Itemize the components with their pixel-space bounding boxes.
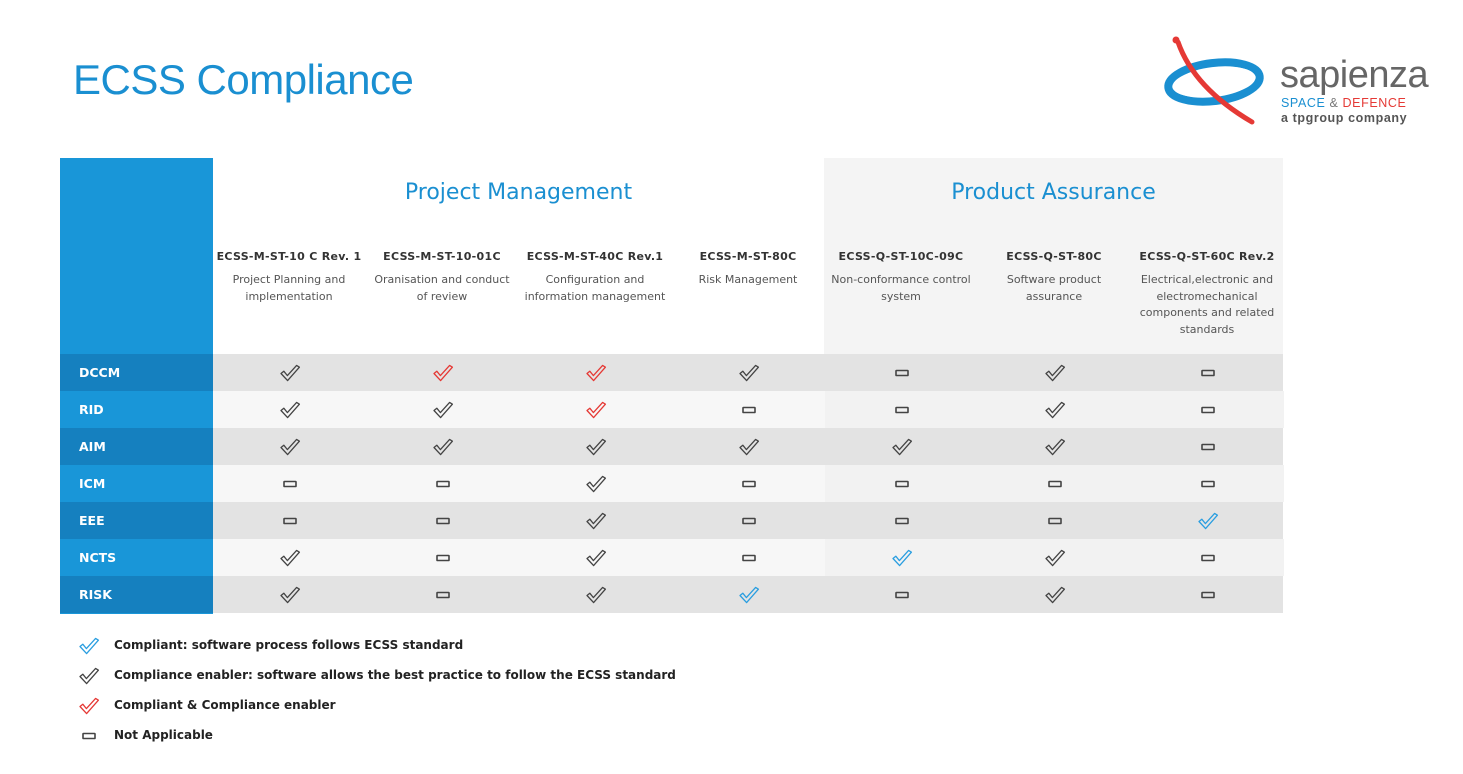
not-applicable-dash-icon [1131,354,1284,391]
both-check-icon [366,354,519,391]
column-code: ECSS-M-ST-40C Rev.1 [526,250,664,263]
not-applicable-dash-icon [213,465,366,502]
not-applicable-dash-icon [672,539,825,576]
legend-item [78,724,778,748]
enabler-check-icon [213,576,366,613]
enabler-check-icon [213,354,366,391]
legend-text: Compliance enabler: software allows the best practice to follow the ECSS standard [114,668,676,682]
group-title-project-management: Project Management [404,180,633,205]
not-applicable-dash-icon [366,576,519,613]
enabler-check-icon [213,391,366,428]
both-check-icon [519,391,672,428]
enabler-check-icon [519,428,672,465]
enabler-check-icon [519,539,672,576]
legend-item [78,694,778,718]
enabler-check-icon [366,391,519,428]
column-header [519,250,671,305]
enabler-check-icon [366,428,519,465]
table-row [60,428,1283,465]
orbit-logo-icon [1160,36,1284,128]
not-applicable-dash-icon [978,465,1131,502]
column-code: ECSS-Q-ST-80C [1006,250,1102,263]
row-label: ICM [79,476,106,491]
enabler-check-icon [978,576,1131,613]
table-row [60,576,1283,613]
row-label: NCTS [79,550,117,565]
not-applicable-dash-icon [366,465,519,502]
not-applicable-dash-icon [672,465,825,502]
enabler-check-icon [825,428,978,465]
both-check-icon [519,354,672,391]
enabler-check-icon [978,428,1131,465]
column-code: ECSS-Q-ST-60C Rev.2 [1139,250,1275,263]
enabler-check-icon [978,539,1131,576]
not-applicable-dash-icon [825,576,978,613]
compliant-check-icon [672,576,825,613]
not-applicable-dash-icon [366,539,519,576]
enabler-check-icon [672,428,825,465]
enabler-check-icon [78,664,100,688]
not-applicable-dash-icon [366,502,519,539]
column-description: Oranisation and conduct of review [374,273,510,303]
column-description: Non-conformance control system [831,273,971,303]
column-description: Software product assurance [1006,273,1102,303]
column-header [672,250,824,289]
not-applicable-dash-icon [1131,576,1284,613]
row-label: AIM [60,428,213,465]
not-applicable-dash-icon [1131,465,1284,502]
not-applicable-dash-icon [825,502,978,539]
not-applicable-dash-icon [1131,428,1284,465]
logo-tagline: a tpgroup company [1281,111,1408,125]
enabler-check-icon [213,539,366,576]
not-applicable-dash-icon [213,502,366,539]
legend-item [78,634,778,658]
both-check-icon [78,694,100,718]
column-header [825,250,977,305]
table-row [60,391,1283,428]
not-applicable-dash-icon [672,391,825,428]
column-description: Risk Management [698,273,798,286]
not-applicable-dash-icon [1131,391,1284,428]
not-applicable-dash-icon [825,354,978,391]
enabler-check-icon [978,391,1131,428]
legend-text: Compliant: software process follows ECSS standard [114,638,464,652]
enabler-check-icon [519,502,672,539]
row-label: RISK [60,576,213,613]
table-row [60,539,1283,576]
table-row [60,465,1283,502]
column-description: Project Planning and implementation [232,273,346,303]
compliant-check-icon [78,634,100,658]
column-code: ECSS-M-ST-80C [699,250,797,263]
enabler-check-icon [213,428,366,465]
enabler-check-icon [978,354,1131,391]
enabler-check-icon [519,465,672,502]
column-description: Electrical,electronic and electromechanical components and related standards [1139,273,1275,336]
group-title-product-assurance: Product Assurance [951,180,1156,205]
table-row [60,502,1283,539]
legend-text: Not Applicable [114,728,213,742]
enabler-check-icon [519,576,672,613]
row-label: RID [79,402,104,417]
company-logo [1160,36,1429,128]
legend-text: Compliant & Compliance enabler [114,698,336,712]
logo-division: SPACE & DEFENCE [1281,96,1407,110]
column-header [978,250,1130,305]
compliant-check-icon [1131,502,1284,539]
page-title: ECSS Compliance [73,56,414,103]
logo-name: sapienza [1280,54,1429,96]
not-applicable-dash-icon [978,502,1131,539]
compliant-check-icon [825,539,978,576]
column-code: ECSS-M-ST-10 C Rev. 1 [216,250,362,263]
column-code: ECSS-M-ST-10-01C [383,250,501,263]
row-label: DCCM [60,354,213,391]
column-header [366,250,518,305]
enabler-check-icon [672,354,825,391]
column-header [213,250,365,305]
legend-item [78,664,778,688]
not-applicable-dash-icon [825,391,978,428]
column-code: ECSS-Q-ST-10C-09C [838,250,964,263]
not-applicable-dash-icon [672,502,825,539]
not-applicable-dash-icon [825,465,978,502]
not-applicable-dash-icon [1131,539,1284,576]
column-description: Configuration and information management [524,273,666,303]
not-applicable-dash-icon [78,724,100,748]
row-label: EEE [60,502,213,539]
compliance-matrix [60,158,1283,614]
table-row [60,354,1283,391]
column-header [1131,250,1283,338]
